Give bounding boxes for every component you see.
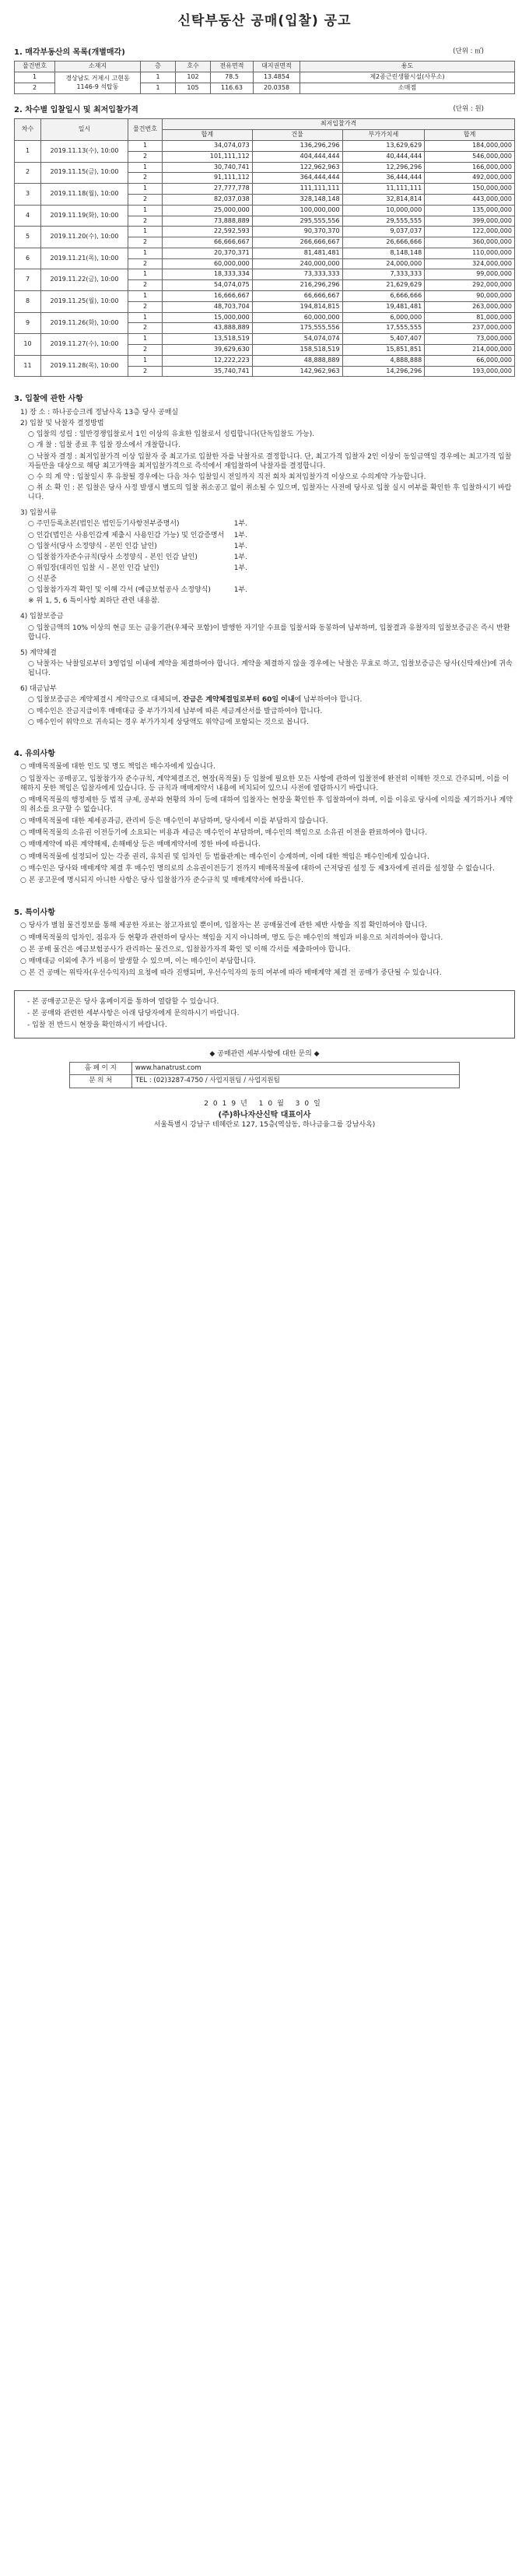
col-header: 일시: [41, 119, 128, 141]
list-item: ○ 입찰자는 공매공고, 입찰참가자 준수규칙, 계약체결조건, 현장(목적물) 등 입찰에 필요한 모든 사항에 관하여 입찰전에 완전히 이해한 것으로 간주되며, 이를 이해하지 못한 책임은 입찰자에게 있습니다. 등 규칙과 매매계약서 내용에 비치되어 있으니 사전에 열람하시기 바랍니다.: [20, 775, 510, 792]
cell: 105: [176, 83, 211, 94]
cell: 82,037,038: [163, 194, 253, 205]
cell: 39,629,630: [163, 345, 253, 356]
cell: 6,666,666: [342, 291, 425, 302]
caution-list: [14, 762, 515, 885]
document-item: ○ 입찰참가자준수규칙(당사 소정양식 - 본인 인감 날인) 1부.: [28, 553, 247, 561]
cell: 266,666,667: [252, 237, 342, 248]
cell: 14,296,296: [342, 366, 425, 377]
cell: 20.0358: [254, 83, 300, 94]
cell: 2019.11.22(금), 10:00: [41, 269, 128, 291]
cell: 2019.11.25(월), 10:00: [41, 291, 128, 313]
notice-date: 2019년 10월 30일: [204, 1099, 325, 1108]
list-item: ○ 당사가 별첨 물건정보를 통해 제공한 자료는 참고자료일 뿐이며, 입찰자는 본 공매물건에 관한 제반 사항을 직접 확인하여야 합니다.: [20, 922, 427, 930]
cell: 328,148,148: [252, 194, 342, 205]
cell: 91,111,112: [163, 173, 253, 184]
cell: 1: [128, 312, 163, 323]
issuer-address: 서울특별시 강남구 테헤란로 127, 15층(역삼동, 하나금융그룹 강남사옥): [153, 1121, 376, 1130]
section-5-heading: 5. 특이사항: [14, 908, 55, 917]
cell: 295,555,556: [252, 216, 342, 227]
list-item: ○ 매매목적물에 대한 인도 및 명도 책임은 매수자에게 있습니다.: [20, 763, 215, 771]
cell: 237,000,000: [425, 323, 515, 334]
cell: 18,333,334: [163, 269, 253, 280]
list-item: ○ 매수인은 당사와 매매계약 체결 후 매수인 명의로의 소유권이전등기 전까지 매매목적물에 대하여 근저당권 설정 등 제3자에게 권리를 설정할 수 없습니다.: [20, 864, 495, 873]
cell: 194,814,815: [252, 301, 342, 312]
cell: 1: [141, 83, 176, 94]
cell: 17,555,555: [342, 323, 425, 334]
cell: 24,000,000: [342, 258, 425, 269]
col-header: 최저입찰가격: [163, 119, 515, 130]
cell: 13.4854: [254, 72, 300, 83]
cell: 8: [15, 291, 41, 313]
cell: 16,666,667: [163, 291, 253, 302]
contact-table: [69, 1062, 460, 1088]
cell: 8,148,148: [342, 248, 425, 258]
subheading: 5) 계약체결: [20, 648, 57, 657]
cell: 2019.11.28(목), 10:00: [41, 355, 128, 377]
cell: 66,666,667: [252, 291, 342, 302]
cell: 1: [128, 269, 163, 280]
cell: 13,518,519: [163, 334, 253, 345]
cell: 2: [128, 366, 163, 377]
cell: 2: [128, 173, 163, 184]
cell: 100,000,000: [252, 205, 342, 216]
cell: 1: [15, 140, 41, 162]
cell: 54,074,074: [252, 334, 342, 345]
cell: 166,000,000: [425, 162, 515, 173]
cell: 6: [15, 248, 41, 269]
cell: 175,555,556: [252, 323, 342, 334]
col-header: 물건번호: [15, 62, 55, 72]
cell: 34,074,073: [163, 140, 253, 151]
cell: 73,333,333: [252, 269, 342, 280]
table-row: [15, 291, 515, 302]
col-header: 용도: [300, 62, 515, 72]
rule-item: ○ 수 의 계 약 : 입찰일시 후 유찰될 경우에는 다음 차수 입찰일시 전일까지 직전 회차 최저입찰가격 이상으로 수의계약 가능합니다.: [28, 473, 426, 481]
cell: 2019.11.18(월), 10:00: [41, 184, 128, 206]
cell: 546,000,000: [425, 151, 515, 162]
table-row: [15, 162, 515, 173]
cell: 2: [128, 280, 163, 291]
table-row: [15, 248, 515, 258]
cell: 2: [128, 323, 163, 334]
cell: 404,444,444: [252, 151, 342, 162]
cell: 111,111,111: [252, 184, 342, 195]
cell: 73,888,889: [163, 216, 253, 227]
cell: 25,000,000: [163, 205, 253, 216]
cell: 116.63: [211, 83, 254, 94]
rule-item: ○ 입찰보증금은 계약체결시 계약금으로 대체되며, 잔금은 계약체결일로부터 60일 이내에 납부하여야 합니다.: [28, 696, 363, 705]
cell: 1: [128, 205, 163, 216]
col-header: 건물: [252, 130, 342, 141]
cell: 21,629,629: [342, 280, 425, 291]
cell: 48,888,889: [252, 355, 342, 366]
cell: 2: [128, 301, 163, 312]
cell: 7: [15, 269, 41, 291]
cell: 30,740,741: [163, 162, 253, 173]
cell: 소매점: [300, 83, 515, 94]
cell: 9,037,037: [342, 227, 425, 237]
subheading: 3) 입찰서류: [20, 509, 57, 518]
cell: 15,000,000: [163, 312, 253, 323]
cell: 364,444,444: [252, 173, 342, 184]
property-list-table: [14, 61, 515, 93]
cell: 29,555,555: [342, 216, 425, 227]
section-1-heading: [14, 47, 515, 58]
list-item: ○ 매매목적물에 설정되어 있는 각종 권리, 유치권 및 임차인 등 법률관계는 매수인이 승계하며, 이에 대한 책임은 매수인에게 있습니다.: [20, 852, 429, 861]
cell: 27,777,778: [163, 184, 253, 195]
cell: 1: [128, 291, 163, 302]
table-row: [15, 72, 515, 83]
table-row: [15, 205, 515, 216]
note-box: [14, 990, 515, 1038]
rule-item: ○ 매수인은 잔금지급이후 매매대금 중 부가가치세 납부에 따른 세금계산서를 발급하여야 합니다.: [28, 707, 323, 715]
cell: 11: [15, 355, 41, 377]
cell: 35,740,741: [163, 366, 253, 377]
list-item: - 입찰 전 반드시 현장을 확인하시기 바랍니다.: [27, 1021, 167, 1030]
cell: 2: [15, 162, 41, 184]
list-item: ○ 매매목적물에 대한 제세공과금, 관리비 등은 매수인이 부담하며, 당사에서 이를 부담하지 않습니다.: [20, 817, 328, 826]
cell: 150,000,000: [425, 184, 515, 195]
col-header: 부가가치세: [342, 130, 425, 141]
cell: 2: [128, 194, 163, 205]
col-header: 물건번호: [128, 119, 163, 141]
list-item: ○ 매매목적물의 소유권 이전등기에 소요되는 비용과 세금은 매수인이 부담하며, 매수인의 책임으로 소유권 이전을 완료하여야 합니다.: [20, 829, 428, 838]
list-item: - 본 공매와 관련한 세부사항은 아래 담당자에게 문의하시기 바랍니다.: [27, 1010, 240, 1018]
document-note: ※ 위 1, 5, 6 특이사항 최하단 관련 내용참.: [28, 597, 160, 606]
section-1-unit: (단위 : ㎡): [453, 47, 484, 55]
rule-item: ○ 입찰금액의 10% 이상의 현금 또는 금융기관(우체국 포함)이 발행한 자기앞 수표를 입찰서와 동봉하여 납부하며, 입찰결과 유찰자의 입찰보증금은 즉시 반환합니다.: [28, 624, 510, 641]
document-item: ○ 입찰서(당사 소정양식 - 본인 인감 날인) 1부.: [28, 542, 247, 550]
document-item: ○ 주민등록초본(법인은 법인등기사항전부증명서) 1부.: [28, 520, 247, 529]
highlighted-deadline: 잔금은 계약체결일로부터 60일 이내: [182, 696, 295, 705]
cell: 1: [128, 334, 163, 345]
issuer-signature: (주)하나자산신탁 대표이사: [218, 1110, 311, 1119]
col-header: 합계: [425, 130, 515, 141]
cell: 90,370,370: [252, 227, 342, 237]
cell: 240,000,000: [252, 258, 342, 269]
cell: 2019.11.15(금), 10:00: [41, 162, 128, 184]
cell: 135,000,000: [425, 205, 515, 216]
cell: 99,000,000: [425, 269, 515, 280]
cell: 90,000,000: [425, 291, 515, 302]
cell: 홈 페 이 지: [69, 1062, 131, 1074]
table-row: [15, 355, 515, 366]
table-row: [15, 269, 515, 280]
list-item: ○ 본 공고문에 명시되지 아니한 사항은 당사 입찰참가자 준수규칙 및 매매계약서에 따릅니다.: [20, 876, 303, 884]
cell: 263,000,000: [425, 301, 515, 312]
col-header: 층: [141, 62, 176, 72]
cell: 78.5: [211, 72, 254, 83]
cell: 2: [128, 258, 163, 269]
cell: 36,444,444: [342, 173, 425, 184]
cell: 81,481,481: [252, 248, 342, 258]
cell: 43,888,889: [163, 323, 253, 334]
cell: 60,000,000: [252, 312, 342, 323]
cell: 4,888,888: [342, 355, 425, 366]
list-item: ○ 본 공매 물건은 예금보험공사가 관리하는 물건으로, 입찰참가자격 확인 및 이해 각서를 제출하여야 합니다.: [20, 945, 351, 954]
list-item: ○ 매매목적물의 임차인, 점유자 등 현황과 관련하여 당사는 책임을 지지 아니하며, 명도 등은 매수인의 책임과 비용으로 처리하여야 합니다.: [20, 933, 443, 942]
cell: 73,000,000: [425, 334, 515, 345]
document-item: ○ 입찰참가자격 확인 및 이해 각서 (예금보험공사 소정양식) 1부.: [28, 586, 247, 595]
section-1-title: 1. 매각부동산의 목록(개별매각): [14, 47, 125, 57]
document-item: ○ 신분증: [28, 575, 57, 584]
cell: 66,666,667: [163, 237, 253, 248]
cell: 2019.11.27(수), 10:00: [41, 334, 128, 356]
cell: 2019.11.26(화), 10:00: [41, 312, 128, 334]
cell: 6,000,000: [342, 312, 425, 323]
cell: 216,296,296: [252, 280, 342, 291]
cell: 184,000,000: [425, 140, 515, 151]
table-row: [69, 1075, 459, 1088]
section-2-heading: [14, 105, 515, 116]
cell: 5: [15, 227, 41, 248]
cell: 66,000,000: [425, 355, 515, 366]
col-header: 대지권면적: [254, 62, 300, 72]
cell: 문 의 처: [69, 1075, 131, 1088]
table-row: [15, 227, 515, 237]
list-item: ○ 매매대금 이외에 추가 비용이 발생할 수 있으며, 이는 매수인이 부담합니다.: [20, 957, 257, 965]
document-item: ○ 위임장(대리인 입찰 시 - 본인 인감 날인) 1부.: [28, 564, 247, 572]
section-4-heading: 4. 유의사항: [14, 749, 55, 758]
cell: 13,629,629: [342, 140, 425, 151]
cell: 10: [15, 334, 41, 356]
cell: 19,481,481: [342, 301, 425, 312]
cell: 193,000,000: [425, 366, 515, 377]
cell: 경상남도 거제시 고현동 1146-9 석탑동: [55, 72, 141, 94]
cell: 10,000,000: [342, 205, 425, 216]
cell: 142,962,963: [252, 366, 342, 377]
cell: 399,000,000: [425, 216, 515, 227]
list-item: ○ 본 건 공매는 위탁자(우선수익자)의 요청에 따라 진행되며, 우선수익자의 동의 여부에 따라 매매계약 체결 전 공매가 중단될 수 있습니다.: [20, 969, 442, 977]
table-row: [15, 140, 515, 151]
cell: 2: [15, 83, 55, 94]
section-2-title: 2. 차수별 입찰일시 및 최저입찰가격: [14, 105, 138, 114]
cell: 1: [128, 248, 163, 258]
cell: 12,296,296: [342, 162, 425, 173]
rule-item: ○ 낙찰자는 낙찰일로부터 3영업일 이내에 계약을 체결하여야 합니다. 계약을 체결하지 않을 경우에는 낙찰은 무효로 하고, 입찰보증금은 당사(신탁재산)에 귀속됩니다.: [28, 660, 513, 678]
cell: 2: [128, 216, 163, 227]
table-row: [15, 334, 515, 345]
cell: 2019.11.20(수), 10:00: [41, 227, 128, 248]
cell: 101,111,112: [163, 151, 253, 162]
cell: 4: [15, 205, 41, 227]
cell: 11,111,111: [342, 184, 425, 195]
bid-schedule-table: [14, 118, 515, 377]
cell: 54,074,075: [163, 280, 253, 291]
cell: 22,592,593: [163, 227, 253, 237]
subheading: 4) 입찰보증금: [20, 613, 64, 621]
cell: 12,222,223: [163, 355, 253, 366]
rule-item: ○ 개 찰 : 입찰 종료 후 입찰 장소에서 개찰합니다.: [28, 441, 180, 450]
homepage-link[interactable]: www.hanatrust.com: [131, 1062, 459, 1074]
cell: TEL : (02)3287-4750 / 사업지원팀 / 사업지원팀: [131, 1075, 459, 1088]
cell: 292,000,000: [425, 280, 515, 291]
section-2-unit: (단위 : 원): [453, 104, 484, 113]
rule-item: ○ 입찰의 성립 : 일반경쟁입찰로서 1인 이상의 유효한 입찰로서 성립합니다(단독입찰도 가능).: [28, 431, 315, 439]
col-header: 전유면적: [211, 62, 254, 72]
cell: 81,000,000: [425, 312, 515, 323]
table-row: [15, 184, 515, 195]
cell: 1: [128, 355, 163, 366]
cell: 48,703,704: [163, 301, 253, 312]
col-header: 차수: [15, 119, 41, 141]
cell: 360,000,000: [425, 237, 515, 248]
table-row: [69, 1062, 459, 1074]
table-row: [15, 312, 515, 323]
col-header: 소재지: [55, 62, 141, 72]
cell: 2019.11.21(목), 10:00: [41, 248, 128, 269]
inquiry-heading: ◆ 공매관련 세부사항에 대한 문의 ◆: [209, 1049, 320, 1058]
section-3-heading: 3. 입찰에 관한 사항: [14, 395, 83, 404]
cell: 5,407,407: [342, 334, 425, 345]
list-item: - 본 공매공고문은 당사 홈페이지를 통하여 열람할 수 있습니다.: [27, 998, 219, 1007]
cell: 102: [176, 72, 211, 83]
cell: 1: [15, 72, 55, 83]
cell: 7,333,333: [342, 269, 425, 280]
cell: 2019.11.13(수), 10:00: [41, 140, 128, 162]
cell: 122,962,963: [252, 162, 342, 173]
cell: 214,000,000: [425, 345, 515, 356]
rule-item: ○ 매수인이 위약으로 귀속되는 경우 부가가치세 상당액도 위약금에 포함되는 것으로 봅니다.: [28, 718, 310, 726]
page-title: 신탁부동산 공매(입찰) 공고: [177, 13, 352, 29]
list-item: ○ 매매목적물의 행정제한 등 법적 규제, 공부와 현황의 차이 등에 대하여 입찰자는 현장을 확인한 후 입찰하여야 하며, 이를 이유로 당사에 이의를 제기하거나 계약의 취소를 요구할 수 없습니다.: [20, 796, 513, 814]
cell: 492,000,000: [425, 173, 515, 184]
cell: 136,296,296: [252, 140, 342, 151]
cell: 1: [128, 184, 163, 195]
cell: 20,370,371: [163, 248, 253, 258]
bid-place: 1) 장 소 : 하나공승크레 정남사옥 13층 당사 공매실: [20, 408, 179, 416]
cell: 1: [128, 140, 163, 151]
special-notes-list: [14, 921, 515, 978]
subheading: 6) 대금납부: [20, 685, 57, 694]
cell: 3: [15, 184, 41, 206]
col-header: 호수: [176, 62, 211, 72]
cell: 9: [15, 312, 41, 334]
cell: 40,444,444: [342, 151, 425, 162]
rule-item: ○ 낙찰자 결정 : 최저입찰가격 이상 입찰자 중 최고가로 입찰한 자를 낙찰자로 결정합니다. 단, 최고가격 입찰자 2인 이상이 동일금액일 경우에는 최고가격 입찰자들만을 대상으로 해당 최고가액을 최저입찰가격으로 즉석에서 재입찰하여 낙찰자를 결정합니다.: [28, 452, 512, 470]
col-header: 합계: [163, 130, 253, 141]
cell: 32,814,814: [342, 194, 425, 205]
cell: 1: [141, 72, 176, 83]
rule-item: ○ 취 소 확 인 : 본 입찰은 당사 사정 발생시 별도의 입찰 취소공고 없이 취소될 수 있으며, 입찰자는 사전에 당사로 입찰 실시 여부를 확인한 후 입찰하시기 바랍니다.: [28, 483, 512, 502]
cell: 122,000,000: [425, 227, 515, 237]
cell: 제2종근린생활시설(사무소): [300, 72, 515, 83]
cell: 15,851,851: [342, 345, 425, 356]
cell: 324,000,000: [425, 258, 515, 269]
cell: 1: [128, 227, 163, 237]
subheading: 2) 입찰 및 낙찰자 결정방법: [20, 420, 104, 428]
list-item: ○ 매매계약에 따른 계약해제, 손해배상 등은 매매계약서에 정한 바에 따릅니다.: [20, 841, 261, 849]
cell: 2: [128, 345, 163, 356]
cell: 2019.11.19(화), 10:00: [41, 205, 128, 227]
footer: [14, 1099, 515, 1130]
cell: 2: [128, 237, 163, 248]
cell: 110,000,000: [425, 248, 515, 258]
cell: 443,000,000: [425, 194, 515, 205]
cell: 1: [128, 162, 163, 173]
cell: 60,000,000: [163, 258, 253, 269]
cell: 26,666,666: [342, 237, 425, 248]
cell: 158,518,519: [252, 345, 342, 356]
cell: 2: [128, 151, 163, 162]
document-item: ○ 인감(법인은 사용인감계 제출시 사용인감 가능) 및 인감증명서 1부.: [28, 531, 247, 539]
